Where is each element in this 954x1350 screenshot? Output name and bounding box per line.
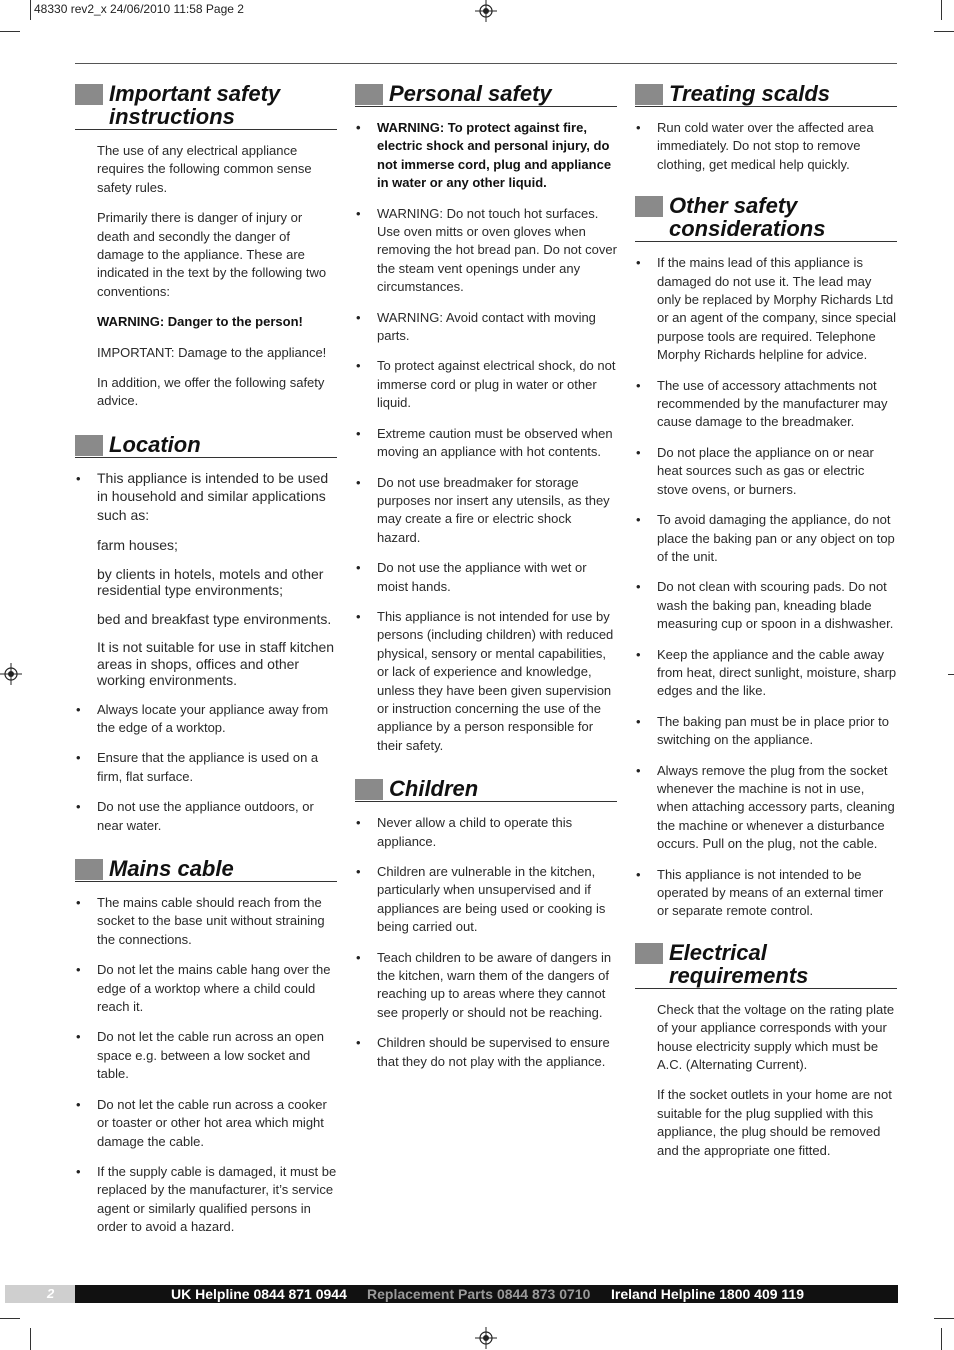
list-item [75,470,337,525]
bullet-list [75,701,337,835]
list-item-text: Do not place the appliance on or near heat sources such as gas or electric stove ovens, or burners. [657,444,874,497]
section [635,941,897,1160]
crop-mark [30,0,31,20]
bullet-icon: • [636,762,641,778]
list-item [75,894,337,949]
list-item-text: Do not let the cable run across a cooker or toaster or other hot area which might damage the cable. [97,1096,327,1149]
registration-mark-icon [475,1327,497,1349]
bullet-icon: • [636,377,641,393]
list-item-text: If the mains lead of this appliance is damaged do not use it. The lead may only be replaced by Morphy Richards Ltd or an agent of the company, since special purpose tools are required. Telephone Morphy Richards helpline for advice. [657,255,896,363]
list-item-text: Do not let the cable run across an open space e.g. between a low socket and table. [97,1029,324,1082]
list-item-text: WARNING: Do not touch hot surfaces. Use oven mitts or oven gloves when removing the hot bread pan. Do not cover the steam vent openings under any circumstances. [377,205,617,295]
list-item [355,309,617,346]
section-title: Location [109,431,201,457]
bullet-list [355,119,617,755]
column-middle [355,82,617,1093]
list-item [635,511,897,566]
paragraph: The use of any electrical appliance requires the following common sense safety rules. [97,143,312,195]
bullet-icon: • [636,120,641,135]
section [355,82,617,755]
top-rule [75,63,897,64]
bullet-icon: • [636,866,641,882]
list-item [75,749,337,786]
bullet-icon: • [636,255,641,271]
paragraph: Primarily there is danger of injury or death and secondly the danger of damage to the appliance. These are indicated in the text by the following two conventions: [97,210,327,299]
bullet-icon: • [356,608,361,624]
list-item [75,798,337,835]
list-item-text: Keep the appliance and the cable away from heat, direct sunlight, moisture, sharp edges and the like. [657,646,897,699]
section-title: Other safety considerations [669,193,826,242]
bullet-icon: • [356,120,361,135]
section [635,194,897,921]
list-item [355,474,617,548]
section-title: Mains cable [109,856,234,882]
section-header [355,82,617,107]
list-item [355,608,617,755]
section-title: Children [389,776,479,802]
paragraph: Check that the voltage on the rating plate of your appliance corresponds with your house electricity supply which must be A.C. (Alternating Current). [657,1001,895,1073]
section [75,857,337,1237]
bullet-icon: • [76,962,81,978]
list-item [75,1096,337,1151]
bullet-icon: • [76,1096,81,1112]
section-title: Personal safety [389,81,552,106]
ireland-helpline: Ireland Helpline 1800 409 119 [611,1286,805,1302]
list-item-text: The mains cable should reach from the socket to the base unit without straining the connections. [97,895,325,947]
section [75,82,337,411]
column-right [635,82,897,1180]
list-item-text: WARNING: Avoid contact with moving parts. [377,309,596,344]
bullet-icon: • [636,512,641,528]
list-item [635,254,897,364]
list-item-text: Do not use breadmaker for storage purposes nor insert any utensils, as they may create a fire or electric shock hazard. [377,474,610,545]
print-slug: 48330 rev2_x 24/06/2010 11:58 Page 2 [34,2,244,16]
section-header [75,857,337,882]
bullet-icon: • [356,474,361,490]
bullet-icon: • [76,701,81,717]
section-marker-icon [635,943,663,964]
bullet-list [355,814,617,1071]
crop-mark [934,1318,954,1319]
bullet-list [635,119,897,174]
list-item-text: Children should be supervised to ensure that they do not play with the appliance. [377,1035,610,1069]
list-item-text: Do not use the appliance with wet or moist hands. [377,560,587,594]
uk-helpline: UK Helpline 0844 871 0944 [171,1286,347,1302]
crop-mark [0,1318,20,1319]
bullet-list [75,894,337,1237]
list-item-text: Ensure that the appliance is used on a firm, flat surface. [97,750,319,784]
replacement-parts-line: Replacement Parts 0844 873 0710 [367,1286,591,1302]
crop-mark [941,1328,942,1350]
section-title: Important safety instructions [109,81,281,129]
list-item [75,1028,337,1083]
list-item [635,713,897,750]
list-item [75,961,337,1016]
list-item-text: To protect against electrical shock, do not immerse cord or plug in water or other liquid. [377,358,616,411]
list-item-text: This appliance is intended to be used in household and similar applications such as: [97,469,329,523]
bullet-list [635,254,897,921]
section-header [355,777,617,802]
section [635,82,897,174]
bullet-icon: • [636,713,641,729]
bullet-icon: • [636,444,641,460]
sub-item: It is not suitable for use in staff kitchen areas in shops, offices and other working environments. [97,639,335,689]
list-item [635,444,897,499]
bullet-icon: • [636,579,641,595]
list-item-text: This appliance is not intended for use by persons (including children) with reduced physical, sensory or mental capabilities, or lack of experience and knowledge, unless they have been given supervision or instruction concerning the use of the appliance by a person responsible for their safety. [377,608,614,753]
bullet-icon: • [356,560,361,576]
section-marker-icon [355,779,383,800]
list-item-text: The use of accessory attachments not recommended by the manufacturer may cause damage to the breadmaker. [657,377,888,430]
crop-mark [934,31,954,32]
bullet-icon: • [356,309,361,325]
registration-mark-icon [475,0,497,22]
list-item [635,762,897,854]
bullet-icon: • [636,646,641,662]
list-item [75,701,337,738]
registration-mark-icon [0,663,22,685]
bullet-icon: • [356,949,361,965]
paragraph: IMPORTANT: Damage to the appliance! [97,344,327,360]
list-item-text: Extreme caution must be observed when moving an appliance with hot contents. [377,425,613,460]
list-item [355,949,617,1023]
bullet-icon: • [76,470,81,486]
list-item [355,119,617,193]
section-header [75,433,337,458]
list-item [635,578,897,633]
list-item-text: Do not let the mains cable hang over the edge of a worktop where a child could reach it. [97,962,331,1015]
helpline-bar [75,1285,898,1303]
list-item-text: Do not clean with scouring pads. Do not wash the baking pan, kneading blade measuring cup or spoon in a dishwasher. [657,579,894,632]
list-item [355,559,617,596]
list-item [635,646,897,701]
crop-mark [0,31,20,32]
list-item [355,205,617,297]
paragraph: In addition, we offer the following safety advice. [97,375,325,409]
bullet-icon: • [356,425,361,441]
list-item [355,863,617,937]
bullet-list [75,470,337,525]
list-item-text: Run cold water over the affected area immediately. Do not stop to remove clothing, get medical help quickly. [657,120,874,172]
list-item-text: If the supply cable is damaged, it must be replaced by the manufacturer, it’s service agent or similarly qualified persons in order to avoid a hazard. [97,1163,337,1235]
sub-item: farm houses; [97,537,178,554]
list-item [635,866,897,921]
bullet-icon: • [76,799,81,815]
page-number-tab [5,1285,75,1303]
list-item-text: This appliance is not intended to be operated by means of an external timer or separate remote control. [657,866,884,919]
section-marker-icon [75,859,103,880]
bullet-icon: • [76,750,81,766]
list-item [355,814,617,851]
bullet-icon: • [76,1029,81,1045]
list-item-text: Never allow a child to operate this appliance. [377,815,573,849]
section [355,777,617,1071]
section-marker-icon [355,84,383,105]
list-item [355,1034,617,1071]
column-left [75,82,337,1259]
section-marker-icon [635,196,663,217]
sub-item: by clients in hotels, motels and other residential type environments; [97,565,324,599]
list-item-text: Children are vulnerable in the kitchen, particularly when unsupervised and if appliances are being used or cooking is being carried out. [377,864,606,935]
paragraph: If the socket outlets in your home are not suitable for the plug supplied with this appliance, the plug should be removed and the appropriate one fitted. [657,1087,892,1158]
list-item [355,425,617,462]
list-item [355,357,617,412]
page-number: 2 [47,1286,55,1301]
section-marker-icon [75,435,103,456]
section-header [635,941,897,989]
paragraph: WARNING: Danger to the person! [97,314,303,330]
list-item-text: Always remove the plug from the socket whenever the machine is not in use, when attaching accessory parts, cleaning the machine or whenever a disturbance occurs. Pull on the plug, not the cable. [657,762,895,852]
section-marker-icon [75,84,103,105]
bullet-icon: • [356,358,361,374]
bullet-icon: • [76,1163,81,1179]
section-header [635,194,897,242]
section-title: Electrical requirements [669,939,809,988]
list-item [635,119,897,174]
list-item-text: Do not use the appliance outdoors, or near water. [97,799,314,833]
list-item-text: WARNING: To protect against fire, electric shock and personal injury, do not immerse cord, plug and appliance in water or any other liquid. [377,120,612,191]
crop-mark [941,0,942,20]
bullet-icon: • [356,815,361,831]
list-item [75,1163,337,1237]
section-title: Treating scalds [669,81,830,106]
bullet-icon: • [356,1035,361,1051]
list-item-text: The baking pan must be in place prior to switching on the appliance. [657,713,889,748]
bullet-icon: • [76,895,81,911]
bullet-icon: • [356,205,361,221]
crop-mark [948,674,954,675]
list-item [635,377,897,432]
bullet-icon: • [356,864,361,879]
sub-item: bed and breakfast type environments. [97,610,332,627]
list-item-text: To avoid damaging the appliance, do not place the baking pan or any object on top of the unit. [657,512,895,564]
section [75,433,337,835]
list-item-text: Always locate your appliance away from the edge of a worktop. [97,701,329,735]
section-marker-icon [635,84,663,105]
list-item-text: Teach children to be aware of dangers in the kitchen, warn them of the dangers of reaching up to areas where they cannot see properly or should not be reaching. [377,949,612,1020]
section-header [635,82,897,107]
crop-mark [30,1328,31,1350]
section-header [75,82,337,130]
